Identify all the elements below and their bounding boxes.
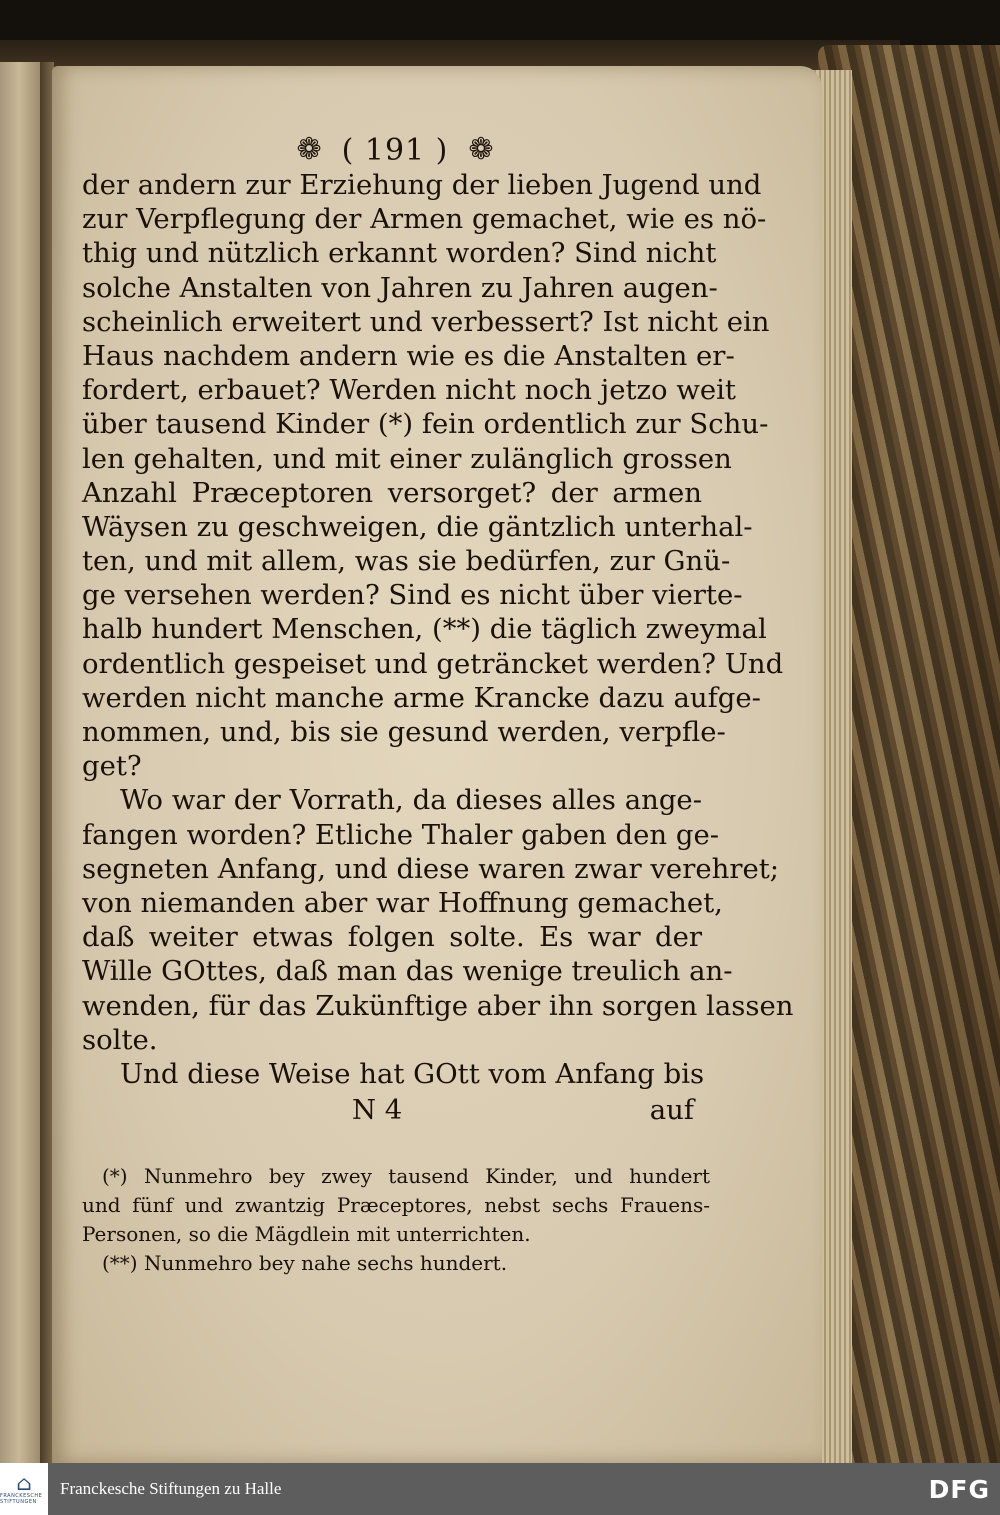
institution-logo[interactable] [0,1463,48,1515]
text-line: über tausend Kinder (*) fein ordentlich zur Schu- [82,408,769,441]
text-line: von niemanden aber war Hoffnung gemachet, [82,886,723,919]
footer-title[interactable]: Franckesche Stiftungen zu Halle [60,1479,282,1498]
footnote-line: und fünf und zwantzig Præceptores, nebst sechs Frauens- [82,1193,710,1217]
text-line: halb hundert Menschen, (**) die täglich zweymal [82,613,767,646]
logo-text: FRANCKESCHE STIFTUNGEN [0,1493,43,1505]
text-line: fangen worden? Etliche Thaler gaben den ge- [82,818,720,851]
text-line: len gehalten, und mit einer zulänglich grossen [82,442,732,475]
text-line: Wäysen zu geschweigen, die gäntzlich unterhal- [82,510,753,543]
signature-line [82,1094,702,1130]
text-line: solche Anstalten von Jahren zu Jahren augen- [82,271,718,304]
text-line: Wille GOttes, daß man das wenige treulich an- [82,955,733,988]
text-line: fordert, erbauet? Werden nicht noch jetzo weit [82,374,736,407]
footnote-line: (**) Nunmehro bey nahe sechs hundert. [102,1251,508,1275]
text-line: der andern zur Erziehung der lieben Jugend und [82,169,762,201]
viewer-footer [0,1463,1000,1515]
text-line: scheinlich erweitert und verbessert? Ist nicht ein [82,305,770,338]
text-line: zur Verpflegung der Armen gemachet, wie es nö- [82,203,767,236]
text-line: get? [82,750,142,783]
footnote-line: Personen, so die Mägdlein mit unterrichten. [82,1222,531,1246]
building-icon: ⌂ [16,1471,32,1495]
text-line: thig und nützlich erkannt worden? Sind nicht [82,237,717,270]
catchword: auf [649,1094,694,1126]
body-text [82,168,794,1091]
text-line: segneten Anfang, und diese waren zwar verehret; [82,852,780,885]
text-line: ordentlich gespeiset und geträncket werden? Und [82,647,784,680]
text-line: werden nicht manche arme Krancke dazu aufge- [82,681,761,714]
page-header [270,130,520,170]
text-line: wenden, für das Zukünftige aber ihn sorgen lassen [82,989,794,1022]
ornament-left-icon: ❁ [296,132,322,167]
text-line: ge versehen werden? Sind es nicht über vierte- [82,579,743,612]
footnote-line: (*) Nunmehro bey zwey tausend Kinder, und hundert [102,1164,710,1188]
text-line: solte. [82,1023,158,1056]
text-line: Wo war der Vorrath, da dieses alles ange- [120,784,702,817]
text-line: ten, und mit allem, was sie bedürfen, zur Gnü- [82,545,731,578]
dfg-logo[interactable]: DFG [928,1474,990,1504]
ornament-right-icon: ❁ [468,132,494,167]
footnotes [82,1162,710,1278]
page-number: ( 191 ) [341,132,449,168]
text-line: daß weiter etwas folgen solte. Es war der [82,921,702,954]
text-line: Anzahl Præceptoren versorget? der armen [82,476,702,509]
text-line: nommen, und, bis sie gesund werden, verpfle- [82,716,726,748]
text-line: Und diese Weise hat GOtt vom Anfang bis [120,1057,705,1090]
signature-mark: N 4 [352,1094,403,1126]
text-line: Haus nachdem andern wie es die Anstalten er- [82,339,735,372]
